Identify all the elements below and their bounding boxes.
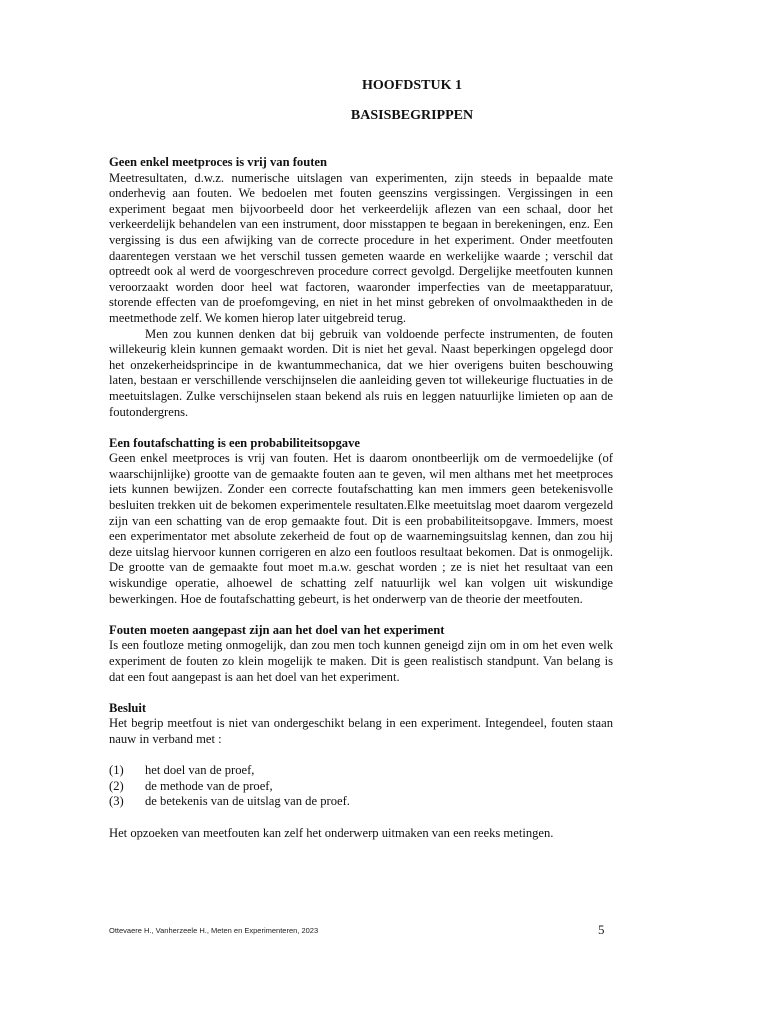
list-item <box>109 794 613 810</box>
paragraph: Het opzoeken van meetfouten kan zelf het onderwerp uitmaken van een reeks metingen. <box>109 825 554 840</box>
chapter-title: HOOFDSTUK 1 <box>362 78 462 93</box>
section-heading: Besluit <box>109 700 147 715</box>
spacer <box>109 748 613 764</box>
document-body <box>109 155 613 841</box>
list-item-number: (2) <box>109 778 124 793</box>
list-item-text: de methode van de proef, <box>145 778 273 793</box>
list-item-text: de betekenis van de uitslag van de proef. <box>145 794 350 809</box>
list-item <box>109 779 613 795</box>
paragraph: Geen enkel meetproces is vrij van fouten. Het is daarom onontbeerlijk om de vermoedelijke (of waarschijnlijke) grootte van de gemaakte fouten aan te geven, wil men althans met het meetproces iets kunnen bewijzen. Zonder een correcte foutafschatting kan men immers geen betekenisvolle besluiten trekken uit de bekomen experimentele resultaten.Elke meetuitslag moet daarom vergezeld zijn van een schatting van de erop gemaakte fout. Dit is een probabiliteitsopgave. Immers, moest een experimentator met absolute zekerheid de fout op de waarnemingsuitslag kennen, dan zou hij deze uitslag hiervoor kunnen corrigeren en alzo een foutloos resultaat bekomen. Dat is onmogelijk. De grootte van de gemaakte fout moet m.a.w. geschat worden ; ze is niet het resultaat van een wiskundige operatie, alhoewel de schatting zelf natuurlijk wel kan volgen uit wiskundige bewerkingen. Hoe de foutafschatting gebeurt, is het onderwerp van de theorie der meetfouten. <box>109 451 613 606</box>
section-heading: Fouten moeten aangepast zijn aan het doel van het experiment <box>109 622 445 637</box>
list-item-text: het doel van de proef, <box>145 763 255 778</box>
paragraph: Het begrip meetfout is niet van ondergeschikt belang in een experiment. Integendeel, fouten staan nauw in verband met : <box>109 716 613 746</box>
list-item-number: (1) <box>109 763 124 778</box>
paragraph: Is een foutloze meting onmogelijk, dan zou men toch kunnen geneigd zijn om in om het even welk experiment de fouten zo klein mogelijk te maken. Dit is geen realistisch standpunt. Van belang is dat een fout aangepast is aan het doel van het experiment. <box>109 638 613 684</box>
section-foutafschatting <box>109 436 613 608</box>
section-geen-enkel-meetproces <box>109 155 613 420</box>
list-item-number: (3) <box>109 794 124 809</box>
paragraph: Men zou kunnen denken dat bij gebruik van voldoende perfecte instrumenten, de fouten willekeurig klein kunnen gemaakt worden. Dit is niet het geval. Naast beperkingen opgelegd door het onzekerheidsprincipe in de kwantummechanica, dat we hier overigens buiten beschouwing laten, bestaan er verschillende verschijnselen die aanleiding geven tot willekeurige fluctuaties in de meetuitslagen. Zulke verschijnselen staan bekend als ruis en leggen natuurlijke limieten op aan de foutondergrens. <box>109 326 613 419</box>
section-heading: Een foutafschatting is een probabiliteitsopgave <box>109 435 360 450</box>
section-besluit <box>109 701 613 841</box>
spacer <box>109 685 613 701</box>
spacer <box>109 420 613 436</box>
page-number: 5 <box>598 922 605 937</box>
section-fouten-aangepast <box>109 623 613 685</box>
spacer <box>109 810 613 826</box>
paragraph: Meetresultaten, d.w.z. numerische uitslagen van experimenten, zijn steeds in bepaalde mate onderhevig aan fouten. We bedoelen met fouten geenszins vergissingen. Vergissingen in een experiment begaat men bijvoorbeeld door het verkeerdelijk aflezen van een schaal, door het verkeerdelijk behandelen van een instrument, door misstappen te begaan in berekeningen, enz. Een vergissing is dus een afwijking van de correcte procedure in het experiment. Onder meetfouten daarentegen verstaan we het verschil tussen gemeten waarde en werkelijke waarde ; verschil dat optreedt ook al werd de voorgeschreven procedure correct gevolgd. Dergelijke meetfouten kunnen veroorzaakt worden door heel wat factoren, waaronder imperfecties van de meetapparatuur, storende effecten van de proefomgeving, en niet in het minst gebreken of onvolmaaktheden in de meetmethode zelf. We komen hierop later uitgebreid terug. <box>109 170 613 325</box>
list-item <box>109 763 613 779</box>
chapter-subtitle: BASISBEGRIPPEN <box>350 108 474 123</box>
footer-citation: Ottevaere H., Vanherzeele H., Meten en Experimenteren, 2023 <box>109 926 319 935</box>
section-heading: Geen enkel meetproces is vrij van fouten <box>109 155 328 169</box>
numbered-list <box>109 763 613 810</box>
spacer <box>109 607 613 623</box>
